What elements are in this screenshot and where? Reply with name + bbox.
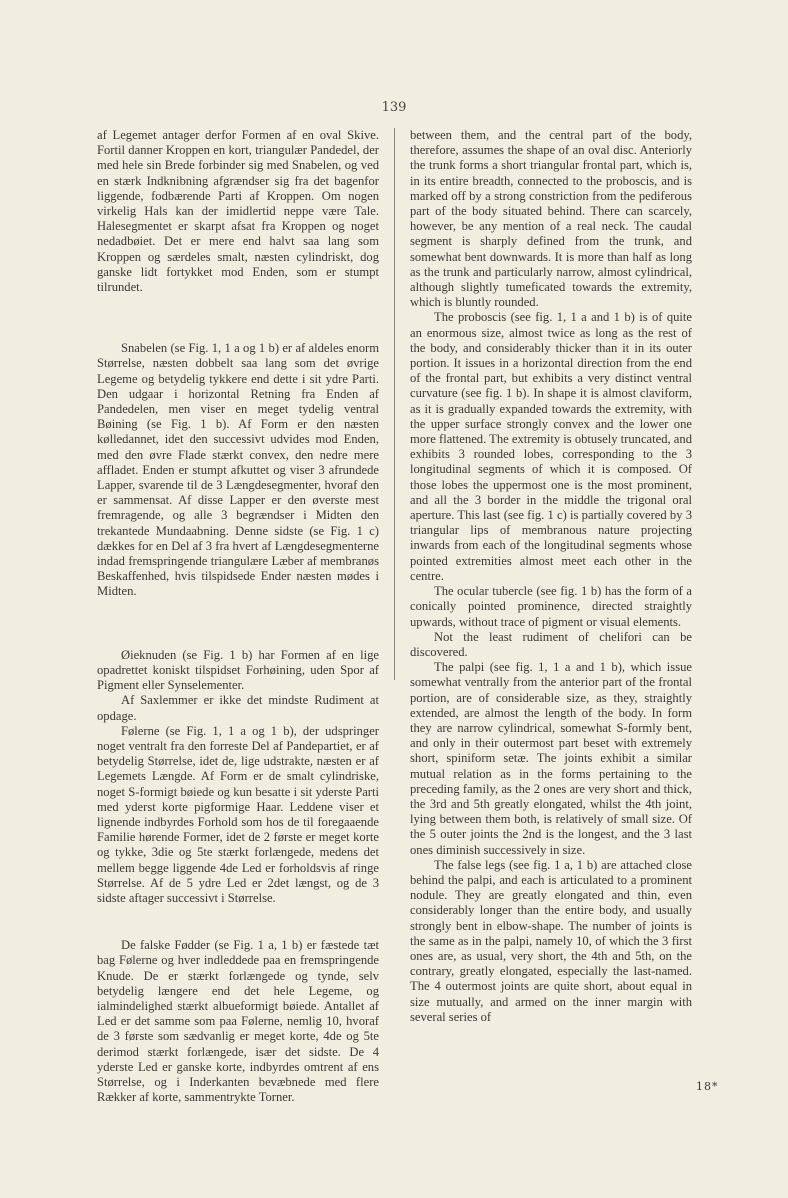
page-number: 139 [381,100,407,115]
left-paragraph-6: De falske Fødder (se Fig. 1 a, 1 b) er fæstede tæt bag Følerne og hver indleddede paa en fremspringende Knude. De er stærkt forlængede og tynde, selv betydelig længere end det hele Legeme, og ialmindelighed stærkt albueformigt bøiede. Antallet af Led er det samme som paa Følerne, nemlig 10, hvoraf de 3 første som sædvanlig er meget korte, 4de og 5te derimod stærkt forlængede, især det sidste. De 4 yderste Led er ganske korte, indbyrdes omtrent af ens Størrelse, og i Inderkanten bevæbnede med flere Rækker af korte, sammentrykte Torner. [97,938,379,1105]
right-paragraph-1: between them, and the central part of the body, therefore, assumes the shape of an oval disc. Anteriorly the trunk forms a short triangular frontal part, which is, in its entire breadth, connected to the proboscis, and is marked off by a strong constriction from the pediferous part of the body situated behind. There can scarcely, however, be any mention of a real neck. The caudal segment is sharply defined from the trunk, and somewhat bent downwards. It is more than half as long as the trunk and particularly narrow, almost cylindrical, although slightly tumeficated towards the extremity, which is bluntly rounded. [410,128,692,310]
printer-signature: 18* [696,1080,719,1093]
left-paragraph-5: Følerne (se Fig. 1, 1 a og 1 b), der udspringer noget ventralt fra den forreste Del af Pandepartiet, er af betydelig Størrelse, idet de, lige udstrakte, næsten er af Legemets Længde. Af Form er de smalt cylindriske, noget S-formigt bøiede og kun besatte i sit yderste Parti med yderst korte pigformige Haar. Leddene viser et lignende indbyrdes Forhold som hos de til foregaaende Familie hørende Former, idet de 2 første er meget korte og tykke, 3die og 5te stærkt forlængede, medens det mellem begge liggende 4de Led er forholdsvis af ringe Størrelse. Af de 5 ydre Led er 2det længst, og de 3 sidste aftager successivt i Størrelse. [97,723,379,905]
right-paragraph-3: The ocular tubercle (see fig. 1 b) has the form of a conically pointed prominence, directed straightly upwards, without trace of pigment or visual elements. [410,584,692,629]
left-paragraph-4: Af Saxlemmer er ikke det mindste Rudiment at opdage. [97,693,379,723]
right-paragraph-5: The palpi (see fig. 1, 1 a and 1 b), which issue somewhat ventrally from the anterior part of the frontal portion, are of considerable size, as they, straightly extended, are almost the length of the body. In form they are narrow cylindrical, somewhat S-formly bent, and only in their outermost part beset with extremely short, spiniform setæ. The joints exhibit a similar mutual relation as in the forms pertaining to the preceding family, as the 2 ones are very short and thick, the 3rd and 5th greatly elongated, whilst the 4th joint, lying between them both, is relatively of small size. Of the 5 outer joints the 2nd is the longest, and the 3 last ones diminish successively in size. [410,660,692,857]
right-paragraph-4: Not the least rudiment of chelifori can be discovered. [410,629,692,659]
left-paragraph-3: Øieknuden (se Fig. 1 b) har Formen af en lige opadrettet koniskt tilspidset Forhøining, uden Spor af Pigment eller Synselementer. [97,647,379,693]
column-divider [394,128,395,680]
left-paragraph-2: Snabelen (se Fig. 1, 1 a og 1 b) er af aldeles enorm Størrelse, næsten dobbelt saa lang som det øvrige Legeme og betydelig tykkere end dette i sit ydre Parti. Den udgaar i horizontal Retning fra Enden af Pandedelen, men viser en meget tydelig ventral Bøining (se Fig. 1 b). Af Form er den næsten kølledannet, idet den successivt udvides mod Enden, med den øvre Flade stærkt convex, den nedre mere affladet. Enden er stumpt afkuttet og viser 3 afrundede Lapper, svarende til de 3 Længdesegmenter, hvoraf den er sammensat. Af disse Lapper er den øverste mest fremragende, og alle 3 begrændser i Midten den trekantede Mundaabning. Denne sidste (se Fig. 1 c) dækkes for en Del af 3 fra hvert af Længdesegmenterne indad fremspringende triangulære Læber af membranøs Beskaffenhed, hvis tilspidsede Ender næsten mødes i Midten. [97,341,379,599]
right-column-english [410,128,692,1025]
left-column-danish [97,128,379,1105]
left-paragraph-1: af Legemet antager derfor Formen af en oval Skive. Fortil danner Kroppen en kort, triangulær Pandedel, der med hele sin Brede forbinder sig med Snabelen, og ved en stærk Indknibning afgrændser sig fra det bagenfor liggende, fodbærende Parti af Kroppen. Om nogen virkelig Hals kan der imidlertid neppe være Tale. Halesegmentet er skarpt afsat fra Kroppen og noget nedadbøiet. Det er mere end halvt saa lang som Kroppen og særdeles smalt, næsten cylindriskt, dog ganske lidt fortykket mod Enden, som er stumpt tilrundet. [97,128,379,295]
right-paragraph-2: The proboscis (see fig. 1, 1 a and 1 b) is of quite an enormous size, almost twice as long as the rest of the body, and considerably thicker than it in its outer portion. It issues in a horizontal direction from the end of the frontal part, but exhibits a very distinct ventral curvature (see fig. 1 b). In shape it is almost claviform, as it is gradually expanded towards the extremity, with the upper surface strongly convex and the lower one more flattened. The extremity is obtusely truncated, and exhibits 3 rounded lobes, corresponding to the 3 longitudinal segments of which it is composed. Of those lobes the uppermost one is the most prominent, and all the 3 border in the middle the trigonal oral aperture. This last (see fig. 1 c) is partially covered by 3 triangular lips of membranous nature projecting inwards from each of the longitudinal segments whose pointed extremities almost meet each other in the centre. [410,310,692,583]
right-paragraph-6: The false legs (see fig. 1 a, 1 b) are attached close behind the palpi, and each is articulated to a prominent nodule. They are greatly elongated and thin, even considerably longer than the entire body, and usually strongly bent in elbow-shape. The number of joints is the same as in the palpi, namely 10, of which the 3 first ones are, as usual, very short, the 4th and 5th, on the contrary, greatly elongated, especially the last-named. The 4 outermost joints are quite short, about equal in size mutually, and armed on the inner margin with several series of [410,857,692,1024]
